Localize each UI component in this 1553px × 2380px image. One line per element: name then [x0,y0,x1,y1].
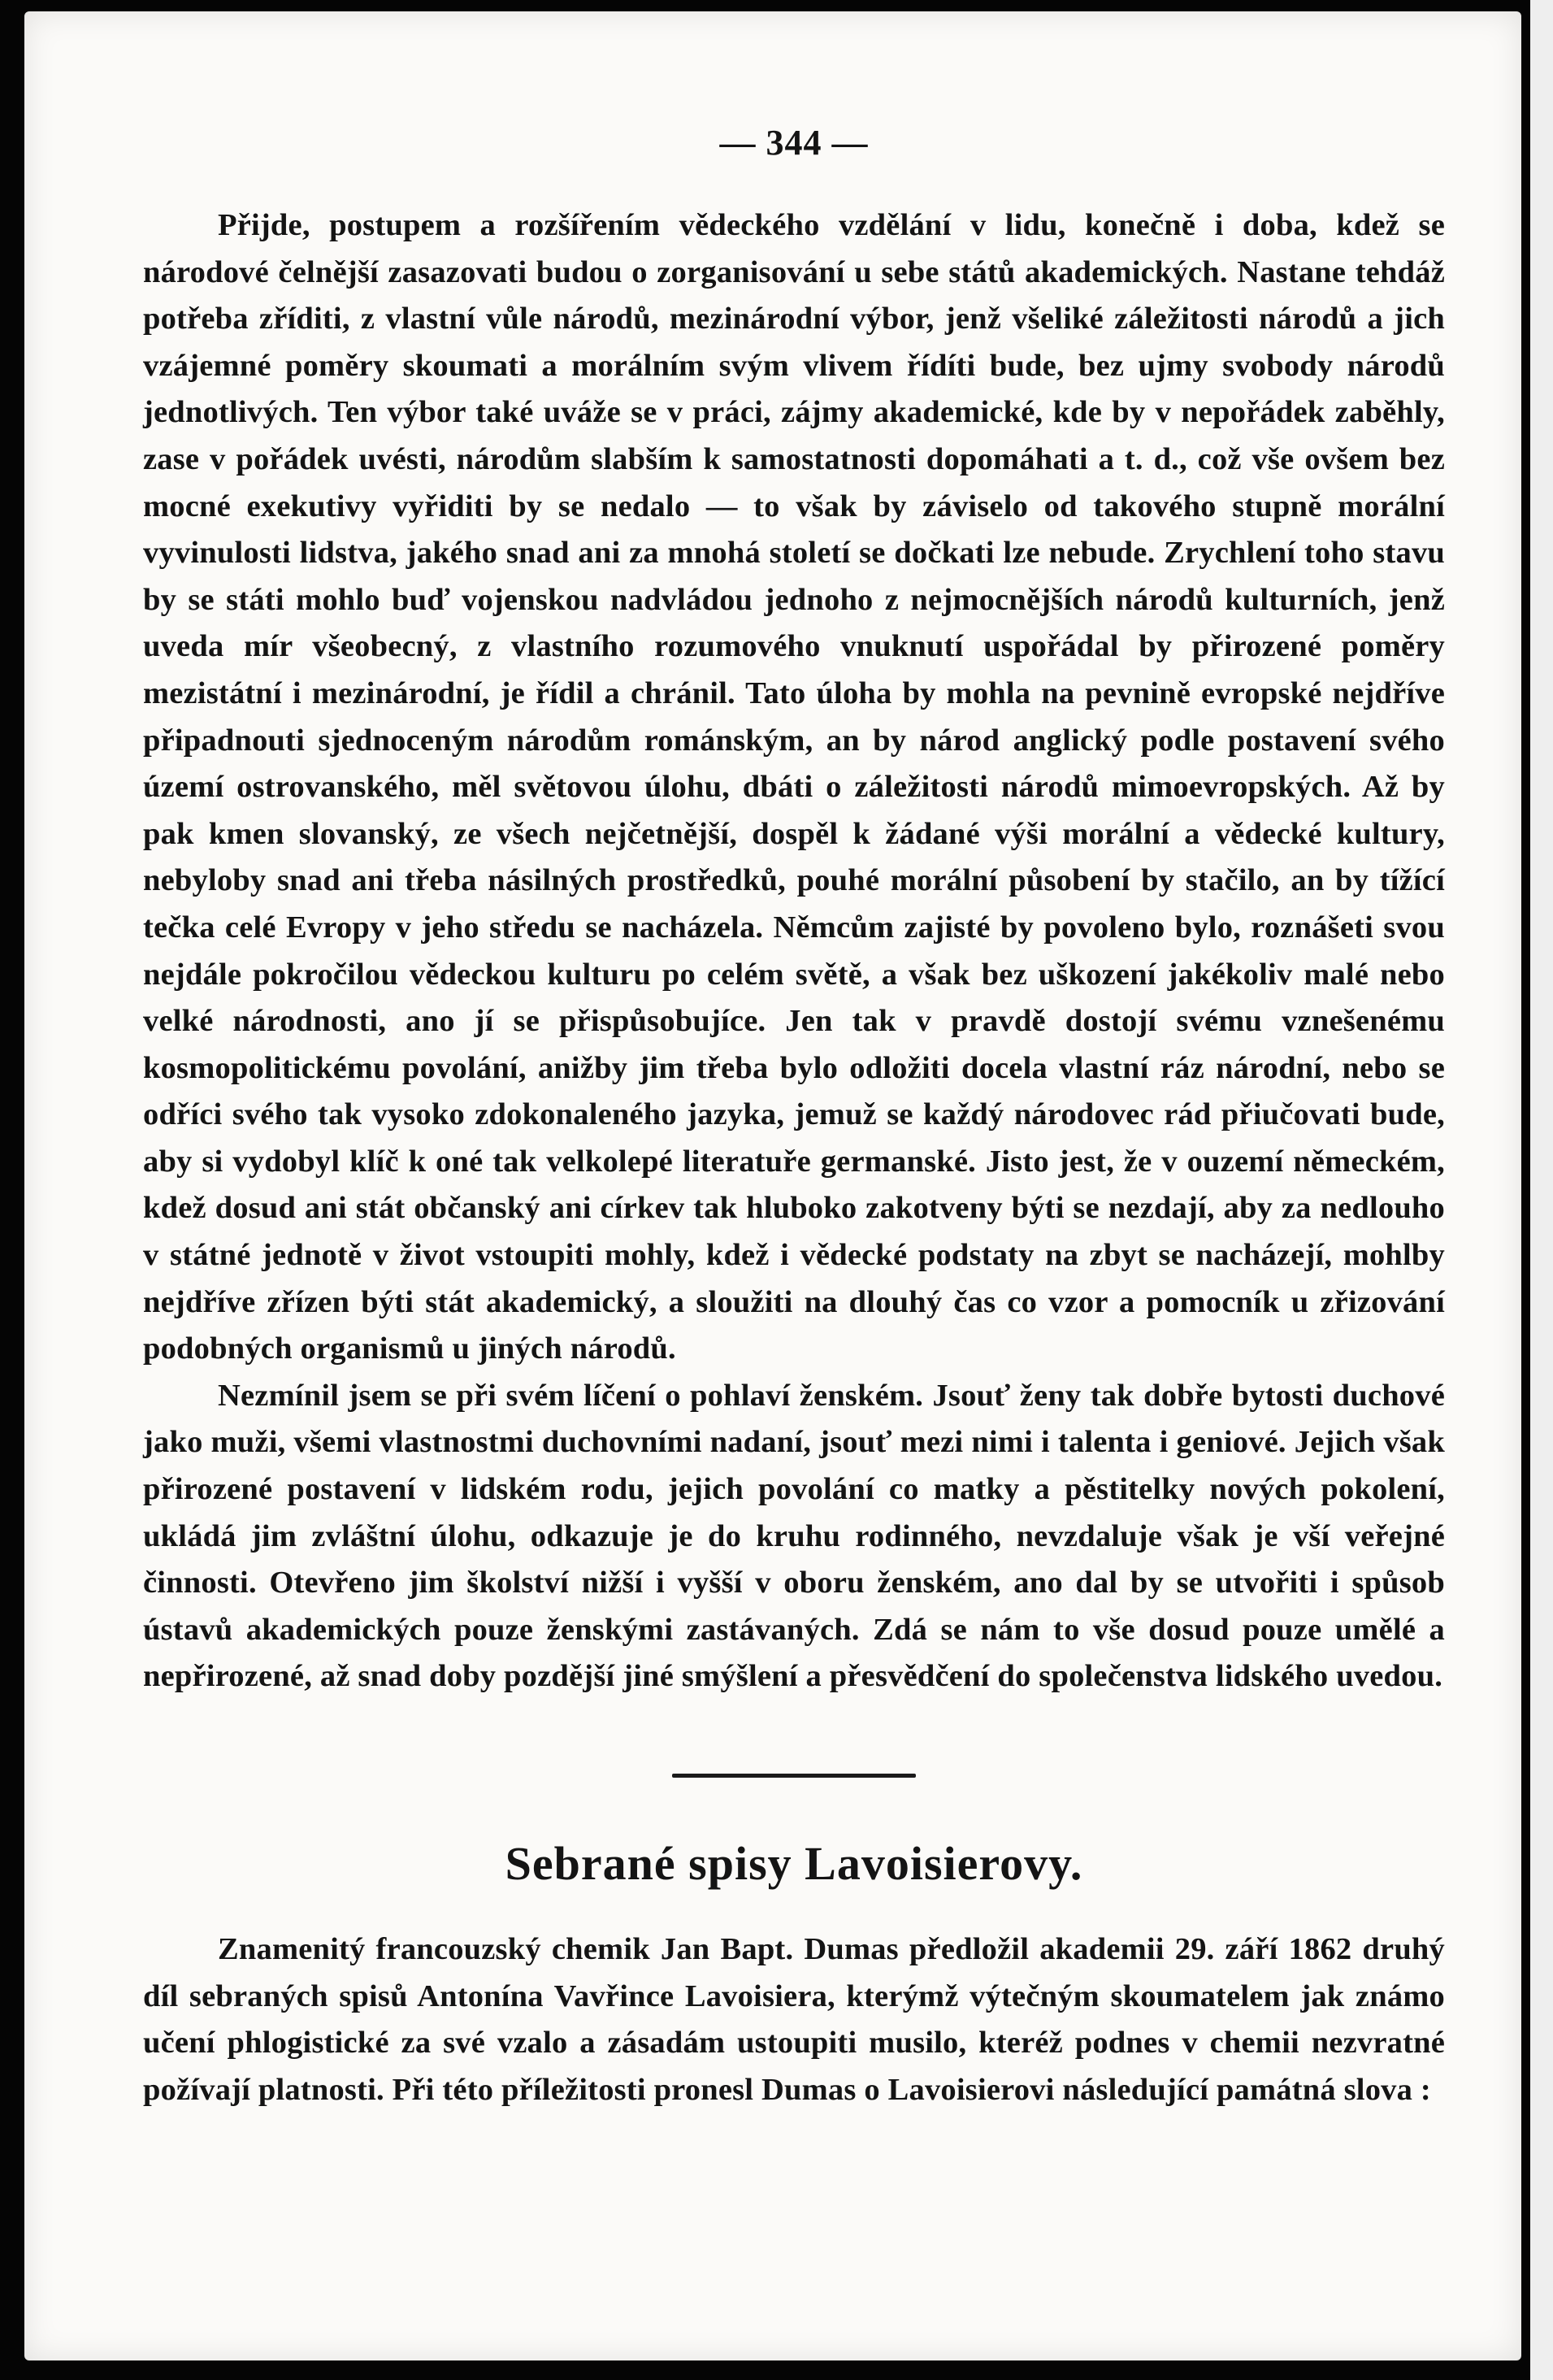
page-content [143,122,1445,2113]
body-paragraph-1: Přijde, postupem a rozšířením vědeckého vzdělání v lidu, konečně i doba, kdež se národové čelnější zasazovati budou o zorganisování u sebe států akademických. Nastane tehdáž potřeba zříditi, z vlastní vůle národů, mezinárodní výbor, jenž všeliké záležitosti národů a jich vzájemné poměry skoumati a morálním svým vlivem řídíti bude, bez ujmy svobody národů jednotlivých. Ten výbor také uváže se v práci, zájmy akademické, kde by v nepořádek zaběhly, zase v pořádek uvésti, národům slabším k samostatnosti dopomáhati a t. d., což vše ovšem bez mocné exekutivy vyřiditi by se nedalo — to však by záviselo od takového stupně morální vyvinulosti lidstva, jakého snad ani za mnohá století se dočkati lze nebude. Zrychlení toho stavu by se státi mohlo buď vojenskou nadvládou jednoho z nejmocnějších národů kulturních, jenž uveda mír všeobecný, z vlastního rozumového vnuknutí uspořádal by přirozené poměry mezistátní i mezinárodní, je řídil a chránil. Tato úloha by mohla na pevnině evropské nejdříve připadnouti sjednoceným národům románským, an by národ anglický podle postavení svého území ostrovanského, měl světovou úlohu, dbáti o záležitosti národů mimoevropských. Až by pak kmen slovanský, ze všech nejčetnější, dospěl k žádané výši morální a vědecké kultury, nebyloby snad ani třeba násilných prostředků, pouhé morální působení by stačilo, an by tížící tečka celé Evropy v jeho středu se nacházela. Němcům zajisté by povoleno bylo, roznášeti svou nejdále pokročilou vědeckou kulturu po celém světě, a však bez uškození jakékoliv malé nebo velké národnosti, ano jí se přispůsobujíce. Jen tak v pravdě dostojí svému vznešenému kosmopolitickému povolání, anižby jim třeba bylo odložiti docela vlastní ráz národní, nebo se odříci svého tak vysoko zdokonaleného jazyka, jemuž se každý národovec rád přiučovati bude, aby si vydobyl klíč k oné tak velkolepé literatuře germanské. Jisto jest, že v ouzemí německém, kdež dosud ani stát občanský ani církev tak hluboko zakotveny býti se nezdají, aby za nedlouho v státné jednotě v život vstoupiti mohly, kdež i vědecké podstaty na zbyt se nacházejí, mohlby nejdříve zřízen býti stát akademický, a sloužiti na dlouhý čas co vzor a pomocník u zřizování podobných organismů u jiných národů. [143,208,1445,1366]
section-paragraph-1: Znamenitý francouzský chemik Jan Bapt. Dumas předložil akademii 29. září 1862 druhý díl sebraných spisů Antonína Vavřince Lavoisiera, kterýmž výtečným skoumatelem jak známo učení phlogistické za své vzalo a zásadám ustoupiti musilo, kteréž podnes v chemii nezvratné požívají platnosti. Při této příležitosti pronesl Dumas o Lavoisierovi následující památná slova : [143,1932,1445,2107]
page-edge-strip [1530,0,1553,2380]
section-divider [672,1774,916,1778]
body-paragraph-2: Nezmínil jsem se při svém líčení o pohlaví ženském. Jsouť ženy tak dobře bytosti duchové jako muži, všemi vlastnostmi duchovními nadaní, jsouť mezi nimi i talenta i geniové. Jejich však přirozené postavení v lidském rodu, jejich povolání co matky a pěstitelky nových pokolení, ukládá jim zvláštní úlohu, odkazuje je do kruhu rodinného, nevzdaluje však je vší veřejné činnosti. Otevřeno jim školství nižší i vyšší v oboru ženském, ano dal by se utvořiti i spůsob ústavů akademických pouze ženskými zastávaných. Zdá se nám to vše dosud pouze umělé a nepřirozené, až snad doby pozdější jiné smýšlení a přesvědčení do společenstva lidského uvedou. [143,1378,1445,1694]
page-number: — 344 — [719,123,869,163]
section-title: Sebrané spisy Lavoisierovy. [505,1837,1083,1890]
